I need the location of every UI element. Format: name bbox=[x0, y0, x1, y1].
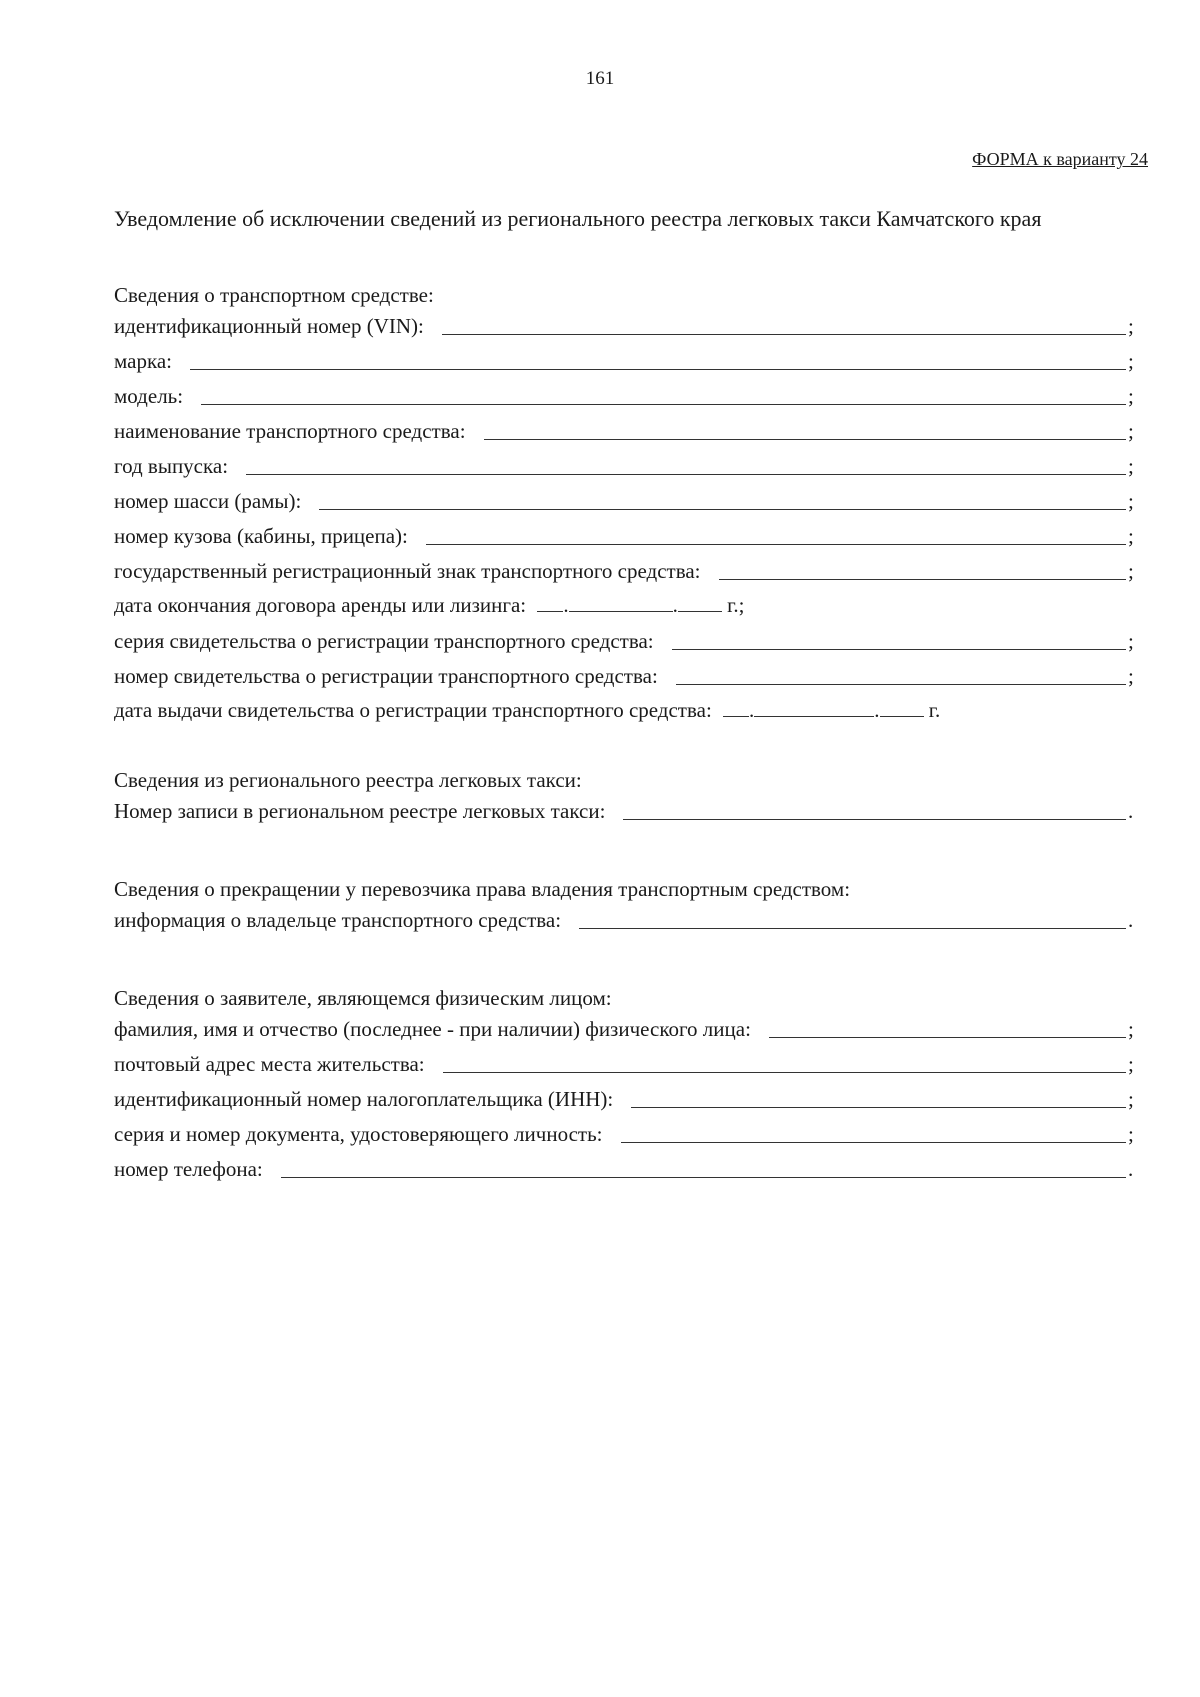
lease-end-year-field[interactable] bbox=[678, 593, 722, 612]
id-doc-label: серия и номер документа, удостоверяющего личность: bbox=[114, 1122, 603, 1146]
address-end: ; bbox=[1128, 1052, 1134, 1076]
cert-series-end: ; bbox=[1128, 629, 1134, 653]
lease-end-label: дата окончания договора аренды или лизинга: bbox=[114, 593, 527, 617]
vin-end: ; bbox=[1128, 314, 1134, 338]
cert-date-day-field[interactable] bbox=[723, 698, 749, 717]
lease-end-row bbox=[114, 593, 744, 618]
full-name-label: фамилия, имя и отчество (последнее - при наличии) физического лица: bbox=[114, 1017, 751, 1041]
full-name-end: ; bbox=[1128, 1017, 1134, 1041]
vin-row bbox=[114, 311, 1138, 341]
cert-number-end: ; bbox=[1128, 664, 1134, 688]
vin-field[interactable] bbox=[442, 333, 1126, 335]
address-label: почтовый адрес места жительства: bbox=[114, 1052, 425, 1076]
year-label: год выпуска: bbox=[114, 454, 229, 478]
plate-label: государственный регистрационный знак транспортного средства: bbox=[114, 559, 701, 583]
cert-number-label: номер свидетельства о регистрации транспортного средства: bbox=[114, 664, 658, 688]
full-name-row bbox=[114, 1014, 1138, 1044]
cert-date-year-field[interactable] bbox=[880, 698, 924, 717]
full-name-field[interactable] bbox=[769, 1036, 1126, 1038]
vehicle-name-label: наименование транспортного средства: bbox=[114, 419, 466, 443]
cert-date-label: дата выдачи свидетельства о регистрации транспортного средства: bbox=[114, 698, 712, 722]
id-doc-field[interactable] bbox=[621, 1141, 1127, 1143]
record-number-label: Номер записи в региональном реестре легковых такси: bbox=[114, 799, 606, 823]
record-number-field[interactable] bbox=[623, 818, 1126, 820]
year-end: ; bbox=[1128, 454, 1134, 478]
cert-date-dot-1: . bbox=[749, 698, 755, 722]
phone-field[interactable] bbox=[281, 1176, 1126, 1178]
vehicle-name-row bbox=[114, 416, 1138, 446]
ownership-section-heading: Сведения о прекращении у перевозчика права владения транспортным средством: bbox=[114, 877, 851, 901]
id-doc-row bbox=[114, 1119, 1138, 1149]
owner-info-row bbox=[114, 905, 1138, 935]
cert-series-field[interactable] bbox=[672, 648, 1126, 650]
id-doc-end: ; bbox=[1128, 1122, 1134, 1146]
owner-info-end: . bbox=[1128, 908, 1134, 932]
model-end: ; bbox=[1128, 384, 1134, 408]
inn-end: ; bbox=[1128, 1087, 1134, 1111]
body-label: номер кузова (кабины, прицепа): bbox=[114, 524, 408, 548]
year-row bbox=[114, 451, 1138, 481]
plate-row bbox=[114, 556, 1138, 586]
cert-date-month-field[interactable] bbox=[754, 698, 874, 717]
lease-end-suffix: г.; bbox=[727, 593, 745, 617]
body-field[interactable] bbox=[426, 543, 1126, 545]
page-number: 161 bbox=[585, 68, 615, 89]
brand-row bbox=[114, 346, 1138, 376]
registry-section-heading: Сведения из регионального реестра легковых такси: bbox=[114, 768, 582, 792]
inn-row bbox=[114, 1084, 1138, 1114]
brand-label: марка: bbox=[114, 349, 173, 373]
vin-label: идентификационный номер (VIN): bbox=[114, 314, 424, 338]
lease-end-dot-2: . bbox=[672, 593, 678, 617]
address-field[interactable] bbox=[443, 1071, 1126, 1073]
brand-field[interactable] bbox=[190, 368, 1126, 370]
cert-date-dot-2: . bbox=[874, 698, 880, 722]
year-field[interactable] bbox=[246, 473, 1126, 475]
phone-row bbox=[114, 1154, 1138, 1184]
cert-series-row bbox=[114, 626, 1138, 656]
brand-end: ; bbox=[1128, 349, 1134, 373]
record-number-end: . bbox=[1128, 799, 1134, 823]
model-row bbox=[114, 381, 1138, 411]
vehicle-name-field[interactable] bbox=[484, 438, 1126, 440]
record-number-row bbox=[114, 796, 1138, 826]
cert-number-field[interactable] bbox=[676, 683, 1126, 685]
phone-end: . bbox=[1128, 1157, 1134, 1181]
form-label: ФОРМА к варианту 24 bbox=[972, 149, 1148, 169]
owner-info-label: информация о владельце транспортного средства: bbox=[114, 908, 562, 932]
lease-end-dot-1: . bbox=[563, 593, 569, 617]
model-label: модель: bbox=[114, 384, 184, 408]
owner-info-field[interactable] bbox=[579, 927, 1126, 929]
document-title: Уведомление об исключении сведений из регионального реестра легковых такси Камчатского края bbox=[114, 206, 1042, 231]
cert-series-label: серия свидетельства о регистрации транспортного средства: bbox=[114, 629, 654, 653]
vehicle-name-end: ; bbox=[1128, 419, 1134, 443]
chassis-row bbox=[114, 486, 1138, 516]
model-field[interactable] bbox=[201, 403, 1126, 405]
cert-date-row bbox=[114, 698, 940, 723]
chassis-end: ; bbox=[1128, 489, 1134, 513]
plate-end: ; bbox=[1128, 559, 1134, 583]
cert-date-suffix: г. bbox=[928, 698, 941, 722]
plate-field[interactable] bbox=[719, 578, 1126, 580]
vehicle-section-heading: Сведения о транспортном средстве: bbox=[114, 283, 434, 307]
chassis-label: номер шасси (рамы): bbox=[114, 489, 302, 513]
phone-label: номер телефона: bbox=[114, 1157, 263, 1181]
lease-end-month-field[interactable] bbox=[569, 593, 673, 612]
inn-label: идентификационный номер налогоплательщика (ИНН): bbox=[114, 1087, 614, 1111]
inn-field[interactable] bbox=[631, 1106, 1126, 1108]
applicant-section-heading: Сведения о заявителе, являющемся физическим лицом: bbox=[114, 986, 612, 1010]
body-end: ; bbox=[1128, 524, 1134, 548]
cert-number-row bbox=[114, 661, 1138, 691]
lease-end-day-field[interactable] bbox=[537, 593, 563, 612]
address-row bbox=[114, 1049, 1138, 1079]
chassis-field[interactable] bbox=[319, 508, 1126, 510]
body-row bbox=[114, 521, 1138, 551]
